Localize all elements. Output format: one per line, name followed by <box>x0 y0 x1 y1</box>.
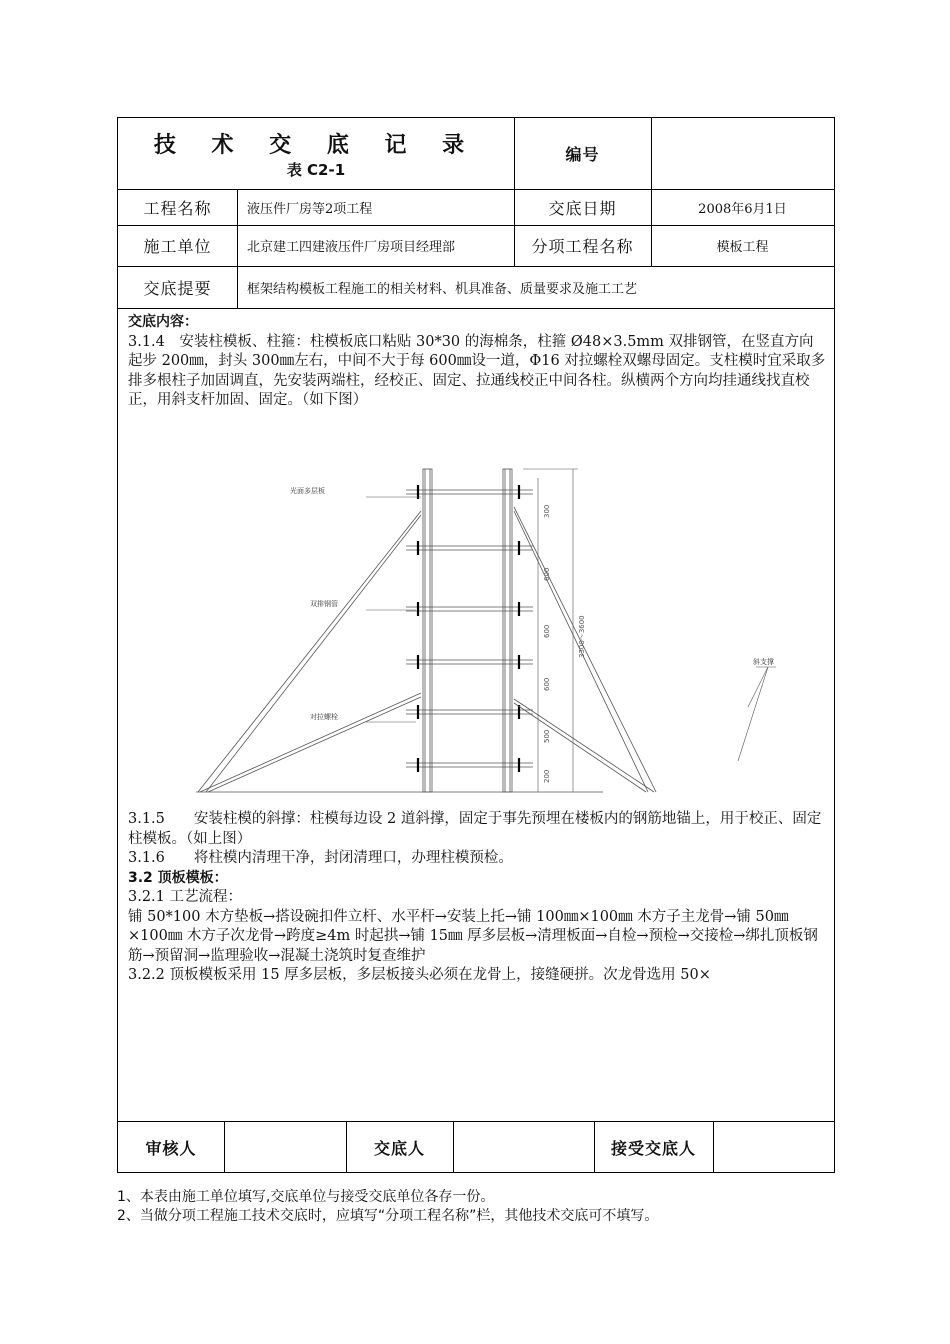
label-bolt: 对拉螺栓 <box>310 713 338 721</box>
subproject-value[interactable]: 模板工程 <box>716 240 769 255</box>
dim-label: 600 <box>543 567 551 581</box>
receiver-label: 接受交底人 <box>610 1138 696 1158</box>
paragraph-3-1-4: 3.1.4 安装柱模板、柱箍：柱模板底口粘贴 30*30 的海棉条，柱箍 Ø48×3.5mm 双排钢管，在竖直方向起步 200㎜，封头 300㎜左右，中间不大于每 600㎜设一道，Φ16 对拉螺栓双螺母固定。支柱模时宜采取多排多根柱子加固调直，先安装两端柱，经校正、固定、拉通线校正中间各柱。纵横两个方向均挂通线找直校正，用斜支杆加固、固定。（如下图） <box>128 333 826 408</box>
paragraph-3-2-2: 3.2.2 顶板模板采用 15 厚多层板，多层板接头必须在龙骨上，接缝硬拼。次龙骨选用 50× <box>128 967 711 983</box>
label-pipe: 双排钢管 <box>310 600 338 608</box>
paragraph-3-1-5: 3.1.5 安装柱模的斜撑：柱模每边设 2 道斜撑，固定于事先预埋在楼板内的钢筋地锚上，用于校正、固定柱模板。（如上图） <box>128 811 822 847</box>
form-code: 表 C2-1 <box>286 160 346 179</box>
contractor-label: 施工单位 <box>143 237 212 256</box>
footnotes <box>117 1188 658 1226</box>
project-name-label: 工程名称 <box>143 198 212 218</box>
content-top <box>128 313 826 411</box>
row-divider <box>118 308 834 309</box>
reviewer-label: 审核人 <box>145 1138 197 1158</box>
footnote: 1、本表由施工单位填写,交底单位与接受交底单位各存一份。 <box>117 1189 495 1205</box>
receiver-signature[interactable] <box>713 1121 834 1173</box>
project-name-value[interactable]: 液压件厂房等2项工程 <box>247 201 373 217</box>
paragraph-3-2-1: 3.2.1 工艺流程： <box>128 889 243 905</box>
date-value[interactable]: 2008年6月1日 <box>698 201 787 217</box>
section-3-2-heading: 3.2 顶板模板： <box>128 869 228 886</box>
column-formwork-diagram <box>178 463 778 803</box>
summary-value[interactable]: 框架结构模板工程施工的相关材料、机具准备、质量要求及施工工艺 <box>247 281 638 297</box>
label-brace: 斜支撑 <box>753 658 774 666</box>
summary-label: 交底提要 <box>143 278 212 298</box>
number-value[interactable] <box>651 118 834 189</box>
number-label: 编号 <box>565 145 600 164</box>
paragraph-3-1-6: 3.1.6 将柱模内清理干净，封闭清理口，办理柱模预检。 <box>128 850 513 866</box>
process-flow: 铺 50*100 木方垫板→搭设碗扣件立杆、水平杆→安装上托→铺 100㎜×100㎜ 木方子主龙骨→铺 50㎜×100㎜ 木方子次龙骨→跨度≥4m 时起拱→铺 15㎜ 厚多层板→清理板面→自检→预检→交接检→绑扎顶板钢筋→预留洞→监理验收→混凝土浇筑时复查维护 <box>128 908 818 964</box>
right-form-panel <box>503 469 512 792</box>
content-heading: 交底内容： <box>128 314 198 330</box>
total-dim-label: 3300～3600 <box>578 615 586 658</box>
dim-label: 500 <box>543 729 551 743</box>
disclosure-form <box>117 117 835 1173</box>
date-label: 交底日期 <box>548 198 617 218</box>
dim-label: 600 <box>543 624 551 638</box>
footnote: 2、当做分项工程施工技术交底时，应填写“分项工程名称”栏，其他技术交底可不填写。 <box>117 1208 659 1224</box>
content-bottom <box>128 810 826 986</box>
reviewer-signature[interactable] <box>224 1121 346 1173</box>
contractor-value[interactable]: 北京建工四建液压件厂房项目经理部 <box>247 240 456 255</box>
title-block <box>118 118 514 189</box>
discloser-signature[interactable] <box>453 1121 594 1173</box>
dim-label: 200 <box>543 769 551 783</box>
left-form-panel <box>423 469 432 792</box>
subproject-label: 分项工程名称 <box>531 237 634 256</box>
label-panel: 光面多层板 <box>290 487 325 495</box>
discloser-label: 交底人 <box>373 1138 425 1158</box>
form-title: 技 术 交 底 记 录 <box>153 132 479 158</box>
dim-label: 300 <box>543 504 551 518</box>
dim-label: 600 <box>543 677 551 691</box>
